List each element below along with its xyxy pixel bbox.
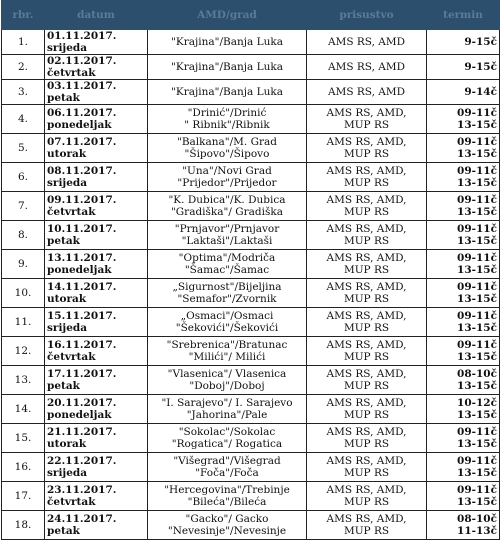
row-amd-grad <box>148 337 307 366</box>
row-termin-term1: 09-11č <box>457 136 497 148</box>
header-rbr: rbr. <box>2 1 45 30</box>
row-number <box>2 221 45 250</box>
row-prisustvo <box>307 55 427 80</box>
row-termin-term1: 09-11č <box>457 107 497 119</box>
header-termin: termin <box>427 1 500 30</box>
row-date-date: 03.11.2017. <box>47 80 117 92</box>
row-date-day: petak <box>47 235 80 247</box>
row-termin <box>427 453 500 482</box>
row-prisustvo <box>307 366 427 395</box>
row-date-day: ponedeljak <box>47 409 112 421</box>
row-prisustvo <box>307 80 427 105</box>
row-prisustvo-pris2: MUP RS <box>343 235 390 247</box>
row-number-num: 18. <box>14 519 32 531</box>
row-termin-term2: 13-15č <box>457 148 497 160</box>
row-amd-grad-grad2: "Laktaši"/Laktaši <box>181 235 273 247</box>
row-amd-grad <box>148 424 307 453</box>
table-row <box>2 221 500 250</box>
row-prisustvo-pris2: MUP RS <box>343 322 390 334</box>
row-termin-term1: 08-10č <box>457 368 497 380</box>
row-amd-grad-grad2: "Nevesinje"/Nevesinje <box>167 525 287 537</box>
table-row <box>2 308 500 337</box>
schedule-table <box>1 0 500 540</box>
row-date-date: 15.11.2017. <box>47 310 117 322</box>
row-termin-term2: 13-15č <box>457 409 497 421</box>
row-date <box>45 134 148 163</box>
row-number <box>2 424 45 453</box>
row-prisustvo-pris1: AMS RS, AMD, <box>326 368 407 380</box>
row-number-num: 11. <box>14 316 32 328</box>
row-date-day: srijeda <box>47 177 88 189</box>
row-amd-grad <box>148 80 307 105</box>
table-row <box>2 395 500 424</box>
row-prisustvo <box>307 279 427 308</box>
row-amd-grad-grad1: "Hercegovina"/Trebinje <box>164 484 290 496</box>
row-number <box>2 308 45 337</box>
row-amd-grad <box>148 163 307 192</box>
row-date-date: 02.11.2017. <box>47 55 117 67</box>
row-prisustvo <box>307 105 427 134</box>
row-termin <box>427 221 500 250</box>
row-amd-grad-grad2: "Bileća"/Bileća <box>187 496 267 508</box>
row-amd-grad-grad2: " Ribnik"/Ribnik <box>184 119 270 131</box>
row-amd-grad <box>148 366 307 395</box>
row-date-day: četvrtak <box>47 351 96 363</box>
row-number-num: 8. <box>17 229 29 241</box>
row-termin-term2: 13-15č <box>457 496 497 508</box>
row-termin-term1: 08-10č <box>457 513 497 525</box>
row-amd-grad-grad2: "Milići"/ Milići <box>188 351 266 363</box>
row-date-day: četvrtak <box>47 67 96 79</box>
row-number <box>2 192 45 221</box>
table-row <box>2 192 500 221</box>
row-date-date: 23.11.2017. <box>47 484 117 496</box>
row-prisustvo-pris2: MUP RS <box>343 496 390 508</box>
row-amd-grad-grad2: "Šamac"/Šamac <box>184 264 270 276</box>
row-amd-grad <box>148 30 307 55</box>
row-prisustvo-pris2: MUP RS <box>343 206 390 218</box>
row-termin-term2: 13-15č <box>457 293 497 305</box>
row-date-date: 10.11.2017. <box>47 223 117 235</box>
table-row <box>2 366 500 395</box>
table-row <box>2 453 500 482</box>
row-termin <box>427 308 500 337</box>
row-termin-term1: 09-11č <box>457 252 497 264</box>
row-amd-grad <box>148 250 307 279</box>
row-termin-term2: 13-15č <box>457 177 497 189</box>
row-prisustvo-pris1: AMS RS, AMD, <box>326 310 407 322</box>
row-termin-term2: 11-13č <box>457 525 497 537</box>
row-prisustvo <box>307 337 427 366</box>
row-amd-grad <box>148 221 307 250</box>
row-date-day: utorak <box>47 438 87 450</box>
row-amd-grad-grad1: "Optima"/Modriča <box>178 252 276 264</box>
header-datum: datum <box>45 1 148 30</box>
row-amd-grad-grad1: "Višegrad"/Višegrad <box>173 455 281 467</box>
row-number-num: 6. <box>17 171 29 183</box>
row-termin-term1: 09-11č <box>457 281 497 293</box>
row-prisustvo-pris2: MUP RS <box>343 293 390 305</box>
row-number <box>2 337 45 366</box>
row-amd-grad-grad1: „Osmaci"/Osmaci <box>180 310 274 322</box>
row-date-day: četvrtak <box>47 206 96 218</box>
row-termin-term1: 09-11č <box>457 426 497 438</box>
table-row <box>2 30 500 55</box>
table-row <box>2 279 500 308</box>
row-amd-grad-grad1: "Krajina"/Banja Luka <box>171 36 283 48</box>
row-date-day: četvrtak <box>47 496 96 508</box>
row-termin-term1: 09-11č <box>457 484 497 496</box>
table-row <box>2 163 500 192</box>
row-prisustvo-pris1: AMS RS, AMD, <box>326 136 407 148</box>
table-row <box>2 337 500 366</box>
row-number <box>2 366 45 395</box>
row-prisustvo-pris2: MUP RS <box>343 351 390 363</box>
row-amd-grad <box>148 511 307 540</box>
row-prisustvo-pris2: MUP RS <box>343 409 390 421</box>
header-prisustvo: prisustvo <box>307 1 427 30</box>
row-date <box>45 337 148 366</box>
row-date <box>45 424 148 453</box>
row-date-day: srijeda <box>47 42 88 54</box>
row-number-num: 15. <box>14 432 32 444</box>
row-amd-grad-grad1: "I. Sarajevo"/ I. Sarajevo <box>161 397 293 409</box>
row-date-date: 16.11.2017. <box>47 339 117 351</box>
table-row <box>2 250 500 279</box>
row-amd-grad-grad2: "Šipovo"/Šipovo <box>184 148 270 160</box>
row-number-num: 4. <box>17 113 29 125</box>
row-date <box>45 163 148 192</box>
row-date-date: 01.11.2017. <box>47 30 117 42</box>
row-amd-grad-grad1: "Srebrenica"/Bratunac <box>166 339 288 351</box>
row-prisustvo-pris1: AMS RS, AMD, <box>326 397 407 409</box>
row-date-day: ponedeljak <box>47 119 112 131</box>
row-amd-grad-grad1: "Prnjavor"/Prnjavor <box>174 223 280 235</box>
row-number-num: 2. <box>17 61 29 73</box>
row-date-date: 06.11.2017. <box>47 107 117 119</box>
row-date-date: 13.11.2017. <box>47 252 117 264</box>
row-date <box>45 192 148 221</box>
row-date-date: 20.11.2017. <box>47 397 117 409</box>
row-number <box>2 395 45 424</box>
row-prisustvo <box>307 134 427 163</box>
row-termin-term1: 9-15č <box>464 36 497 48</box>
row-date-date: 21.11.2017. <box>47 426 117 438</box>
table-body <box>2 30 500 540</box>
row-prisustvo-pris1: AMS RS, AMD, <box>326 484 407 496</box>
row-prisustvo <box>307 308 427 337</box>
row-date <box>45 366 148 395</box>
row-amd-grad-grad1: „Sigurnost"/Bijeljina <box>172 281 282 293</box>
row-number-num: 10. <box>14 287 32 299</box>
row-date-day: srijeda <box>47 322 88 334</box>
row-amd-grad-grad2: "Rogatica"/ Rogatica <box>171 438 283 450</box>
row-amd-grad <box>148 395 307 424</box>
row-termin <box>427 30 500 55</box>
table-row <box>2 134 500 163</box>
table-row <box>2 424 500 453</box>
row-amd-grad <box>148 134 307 163</box>
row-amd-grad-grad1: "K. Dubica"/K. Dubica <box>168 194 286 206</box>
row-number <box>2 250 45 279</box>
row-prisustvo <box>307 424 427 453</box>
row-termin-term1: 9-14č <box>464 86 497 98</box>
row-amd-grad <box>148 482 307 511</box>
row-date-day: utorak <box>47 293 87 305</box>
row-amd-grad-grad2: "Semafor"/Zvornik <box>177 293 277 305</box>
row-prisustvo-pris2: MUP RS <box>343 119 390 131</box>
row-amd-grad-grad2: "Foča"/Foča <box>195 467 259 479</box>
row-date <box>45 453 148 482</box>
row-prisustvo <box>307 482 427 511</box>
row-date-day: petak <box>47 92 80 104</box>
row-number <box>2 55 45 80</box>
row-termin <box>427 250 500 279</box>
row-date <box>45 55 148 80</box>
row-prisustvo-pris1: AMS RS, AMD, <box>326 455 407 467</box>
row-prisustvo-pris1: AMS RS, AMD <box>327 86 406 98</box>
row-date-date: 09.11.2017. <box>47 194 117 206</box>
row-termin <box>427 55 500 80</box>
row-amd-grad <box>148 308 307 337</box>
row-date-date: 08.11.2017. <box>47 165 117 177</box>
row-termin <box>427 482 500 511</box>
row-prisustvo-pris2: MUP RS <box>343 467 390 479</box>
row-number <box>2 105 45 134</box>
row-termin-term1: 10-12č <box>457 397 497 409</box>
row-prisustvo-pris2: MUP RS <box>343 148 390 160</box>
table-row <box>2 80 500 105</box>
row-termin <box>427 279 500 308</box>
row-prisustvo-pris1: AMS RS, AMD, <box>326 252 407 264</box>
row-termin <box>427 424 500 453</box>
row-termin-term2: 13-15č <box>457 206 497 218</box>
row-termin-term2: 13-15č <box>457 264 497 276</box>
row-date <box>45 395 148 424</box>
row-number-num: 1. <box>17 36 29 48</box>
row-amd-grad <box>148 279 307 308</box>
row-number <box>2 482 45 511</box>
row-prisustvo-pris1: AMS RS, AMD <box>327 36 406 48</box>
row-number-num: 7. <box>17 200 29 212</box>
row-termin <box>427 366 500 395</box>
row-termin-term2: 13-15č <box>457 322 497 334</box>
row-number-num: 12. <box>14 345 32 357</box>
row-termin <box>427 511 500 540</box>
row-date-day: petak <box>47 380 80 392</box>
row-termin <box>427 105 500 134</box>
row-prisustvo-pris1: AMS RS, AMD, <box>326 339 407 351</box>
header-row <box>2 1 500 30</box>
row-amd-grad-grad1: "Gacko"/ Gacko <box>185 513 269 525</box>
row-date <box>45 482 148 511</box>
row-date-date: 22.11.2017. <box>47 455 117 467</box>
row-number-num: 17. <box>14 490 32 502</box>
row-date <box>45 279 148 308</box>
row-amd-grad-grad2: "Gradiška"/ Gradiška <box>170 206 284 218</box>
row-prisustvo <box>307 192 427 221</box>
row-prisustvo <box>307 395 427 424</box>
row-termin-term1: 09-11č <box>457 223 497 235</box>
row-number-num: 13. <box>14 374 32 386</box>
row-number <box>2 511 45 540</box>
row-termin-term2: 13-15č <box>457 467 497 479</box>
row-date <box>45 30 148 55</box>
row-termin <box>427 163 500 192</box>
row-prisustvo <box>307 30 427 55</box>
row-amd-grad <box>148 55 307 80</box>
row-termin-term2: 13-15č <box>457 380 497 392</box>
row-amd-grad-grad1: "Vlasenica"/ Vlasenica <box>167 368 287 380</box>
row-amd-grad-grad1: "Sokolac"/Sokolac <box>178 426 276 438</box>
row-amd-grad <box>148 192 307 221</box>
row-date-date: 14.11.2017. <box>47 281 117 293</box>
row-termin <box>427 395 500 424</box>
row-termin <box>427 192 500 221</box>
row-number <box>2 279 45 308</box>
row-date <box>45 250 148 279</box>
row-date-day: utorak <box>47 148 87 160</box>
row-number-num: 9. <box>17 258 29 270</box>
row-termin-term2: 13-15č <box>457 235 497 247</box>
row-amd-grad-grad1: "Drinić"/Drinić <box>187 107 267 119</box>
row-amd-grad-grad2: "Jahorina"/Pale <box>186 409 268 421</box>
row-date <box>45 105 148 134</box>
row-termin-term1: 09-11č <box>457 339 497 351</box>
row-termin-term1: 09-11č <box>457 194 497 206</box>
row-termin-term1: 9-15č <box>464 61 497 73</box>
row-date <box>45 511 148 540</box>
row-prisustvo <box>307 250 427 279</box>
table-row <box>2 105 500 134</box>
row-prisustvo-pris1: AMS RS, AMD, <box>326 281 407 293</box>
row-number-num: 16. <box>14 461 32 473</box>
row-prisustvo-pris1: AMS RS, AMD, <box>326 513 407 525</box>
row-date-day: srijeda <box>47 467 88 479</box>
table-row <box>2 55 500 80</box>
row-termin-term2: 13-15č <box>457 119 497 131</box>
row-number <box>2 80 45 105</box>
row-number-num: 14. <box>14 403 32 415</box>
row-prisustvo-pris2: MUP RS <box>343 380 390 392</box>
row-termin-term1: 09-11č <box>457 165 497 177</box>
row-prisustvo-pris1: AMS RS, AMD, <box>326 223 407 235</box>
row-prisustvo-pris1: AMS RS, AMD, <box>326 165 407 177</box>
row-amd-grad-grad1: "Krajina"/Banja Luka <box>171 86 283 98</box>
row-number <box>2 134 45 163</box>
row-number-num: 3. <box>17 86 29 98</box>
row-date-date: 24.11.2017. <box>47 513 117 525</box>
row-prisustvo-pris2: MUP RS <box>343 525 390 537</box>
row-date <box>45 80 148 105</box>
table-row <box>2 482 500 511</box>
row-amd-grad-grad2: "Doboj"/Doboj <box>189 380 265 392</box>
row-prisustvo <box>307 511 427 540</box>
row-prisustvo-pris2: MUP RS <box>343 177 390 189</box>
table-row <box>2 511 500 540</box>
row-termin-term1: 09-11č <box>457 455 497 467</box>
row-date-day: ponedeljak <box>47 264 112 276</box>
row-amd-grad <box>148 453 307 482</box>
row-prisustvo-pris2: MUP RS <box>343 438 390 450</box>
row-prisustvo-pris2: MUP RS <box>343 264 390 276</box>
row-prisustvo <box>307 221 427 250</box>
row-termin-term2: 13-15č <box>457 438 497 450</box>
row-amd-grad-grad1: "Krajina"/Banja Luka <box>171 61 283 73</box>
row-amd-grad-grad2: "Šekovići"/Šekovići <box>175 322 279 334</box>
row-termin <box>427 337 500 366</box>
row-amd-grad <box>148 105 307 134</box>
row-date-day: petak <box>47 525 80 537</box>
row-date <box>45 308 148 337</box>
row-termin-term1: 09-11č <box>457 310 497 322</box>
row-date-date: 17.11.2017. <box>47 368 117 380</box>
row-number <box>2 163 45 192</box>
row-prisustvo-pris1: AMS RS, AMD <box>327 61 406 73</box>
row-amd-grad-grad1: "Balkana"/M. Grad <box>177 136 277 148</box>
row-termin-term2: 13-15č <box>457 351 497 363</box>
row-date <box>45 221 148 250</box>
row-prisustvo <box>307 163 427 192</box>
row-amd-grad-grad2: "Prijedor"/Prijedor <box>177 177 277 189</box>
row-prisustvo-pris1: AMS RS, AMD, <box>326 194 407 206</box>
row-number-num: 5. <box>17 142 29 154</box>
row-number <box>2 30 45 55</box>
header-amd-grad: AMD/grad <box>148 1 307 30</box>
row-prisustvo <box>307 453 427 482</box>
row-termin <box>427 134 500 163</box>
row-amd-grad-grad1: "Una"/Novi Grad <box>182 165 272 177</box>
row-prisustvo-pris1: AMS RS, AMD, <box>326 426 407 438</box>
row-termin <box>427 80 500 105</box>
row-prisustvo-pris1: AMS RS, AMD, <box>326 107 407 119</box>
row-date-date: 07.11.2017. <box>47 136 117 148</box>
row-number <box>2 453 45 482</box>
